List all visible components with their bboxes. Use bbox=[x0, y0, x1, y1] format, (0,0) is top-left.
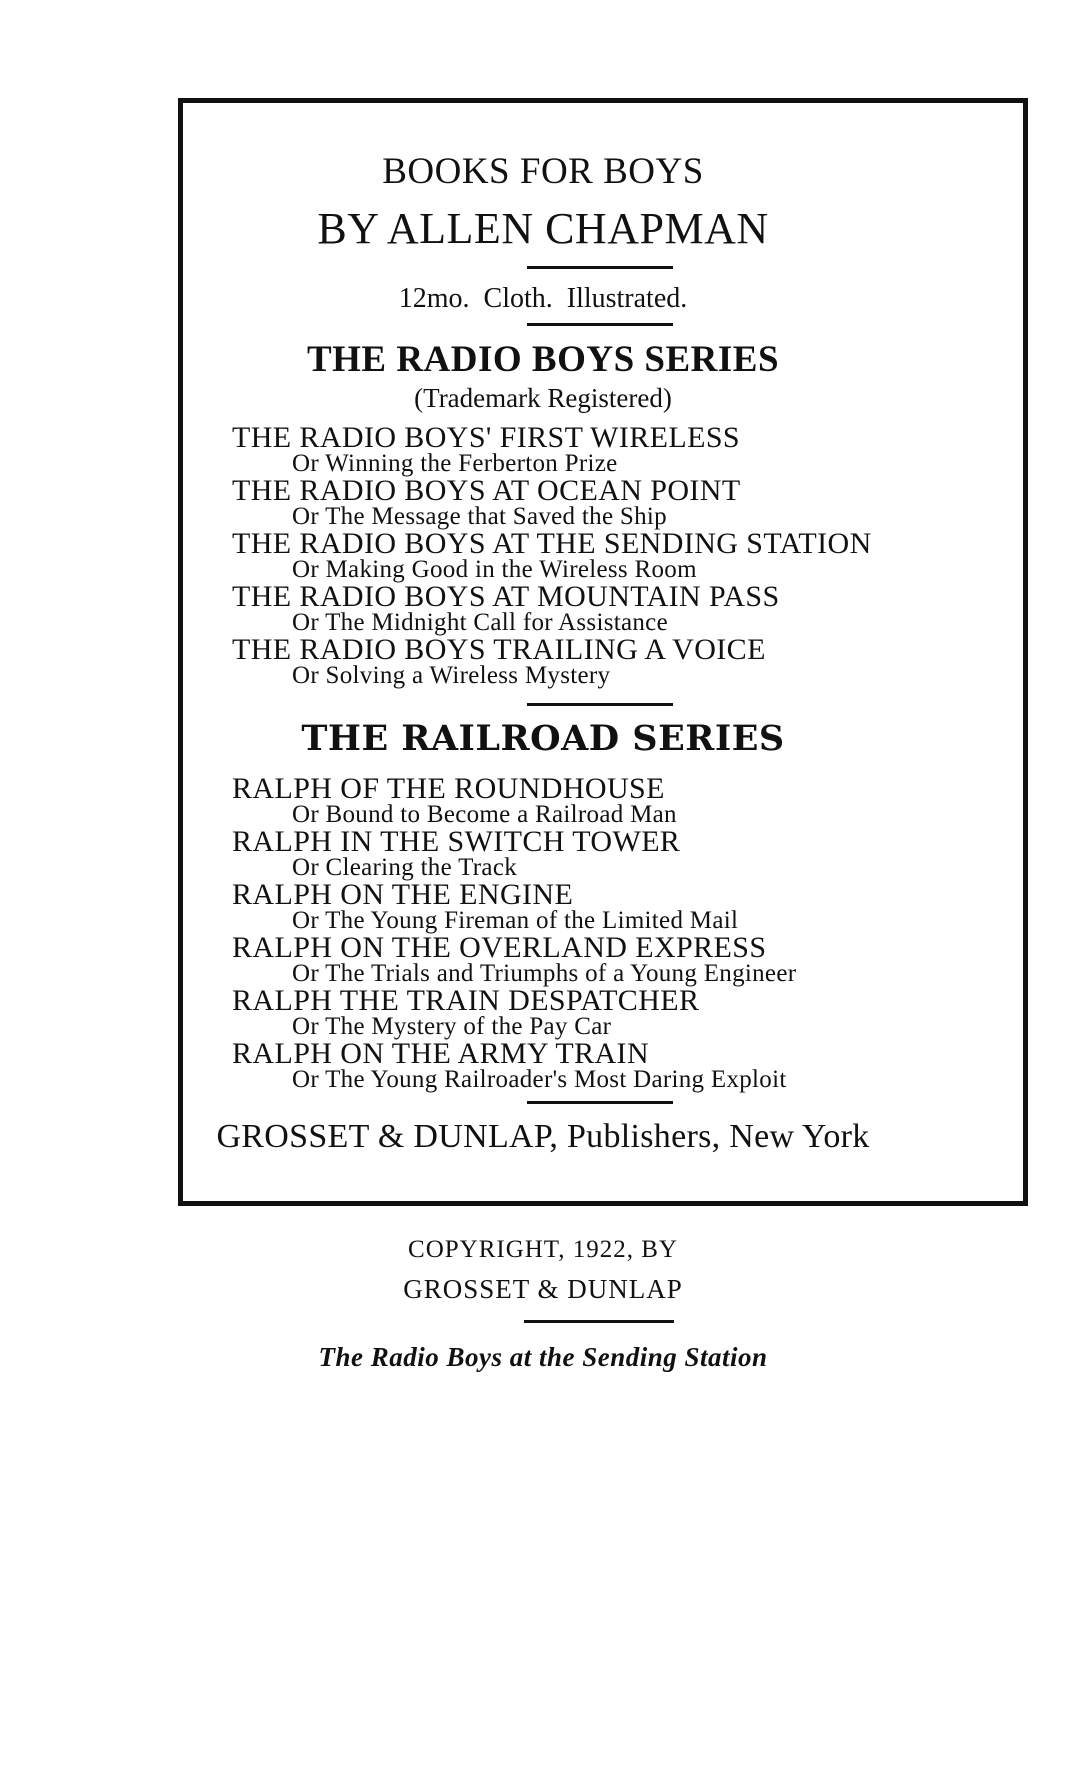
book-subtitle: Or Solving a Wireless Mystery bbox=[292, 662, 611, 689]
book-entry bbox=[232, 931, 1012, 987]
book-title: THE RADIO BOYS AT OCEAN POINT bbox=[232, 474, 741, 507]
book-entry bbox=[232, 878, 1012, 934]
copyright-holder: GROSSET & DUNLAP bbox=[403, 1274, 683, 1304]
book-title: RALPH ON THE ENGINE bbox=[232, 878, 574, 911]
book-entry bbox=[232, 772, 1012, 828]
divider bbox=[524, 1320, 674, 1323]
book-subtitle: Or The Message that Saved the Ship bbox=[292, 503, 667, 530]
book-subtitle: Or Clearing the Track bbox=[292, 854, 518, 881]
book-entry bbox=[232, 474, 1012, 530]
trademark-note: (Trademark Registered) bbox=[414, 383, 672, 413]
book-entry bbox=[232, 580, 1012, 636]
book-subtitle: Or The Mystery of the Pay Car bbox=[292, 1013, 612, 1040]
book-subtitle: Or Bound to Become a Railroad Man bbox=[292, 801, 677, 828]
book-title: RALPH ON THE ARMY TRAIN bbox=[232, 1037, 650, 1070]
book-entry bbox=[232, 633, 1012, 689]
books-for-boys-heading: BOOKS FOR BOYS bbox=[382, 151, 704, 192]
book-subtitle: Or The Midnight Call for Assistance bbox=[292, 609, 668, 636]
book-title: THE RADIO BOYS' FIRST WIRELESS bbox=[232, 421, 741, 454]
divider bbox=[527, 266, 673, 269]
book-entry bbox=[232, 1037, 1012, 1093]
format-line: 12mo. Cloth. Illustrated. bbox=[398, 283, 688, 314]
book-title: THE RADIO BOYS AT MOUNTAIN PASS bbox=[232, 580, 780, 613]
divider bbox=[527, 703, 673, 706]
book-subtitle: Or The Trials and Triumphs of a Young Engineer bbox=[292, 960, 797, 987]
current-book-title: The Radio Boys at the Sending Station bbox=[318, 1342, 768, 1372]
book-title: RALPH OF THE ROUNDHOUSE bbox=[232, 772, 665, 805]
divider bbox=[527, 1101, 673, 1104]
radio-series-title: THE RADIO BOYS SERIES bbox=[306, 339, 780, 380]
book-title: RALPH IN THE SWITCH TOWER bbox=[232, 825, 681, 858]
author-heading: BY ALLEN CHAPMAN bbox=[317, 204, 769, 253]
book-title: RALPH THE TRAIN DESPATCHER bbox=[232, 984, 700, 1017]
book-entry bbox=[232, 421, 1012, 477]
divider bbox=[527, 323, 673, 326]
copyright-line: COPYRIGHT, 1922, BY bbox=[408, 1236, 678, 1263]
book-entry bbox=[232, 825, 1012, 881]
book-subtitle: Or The Young Railroader's Most Daring Exploit bbox=[292, 1066, 787, 1093]
book-subtitle: Or Making Good in the Wireless Room bbox=[292, 556, 697, 583]
railroad-series-title: THE RAILROAD SERIES bbox=[301, 718, 785, 759]
book-subtitle: Or Winning the Ferberton Prize bbox=[292, 450, 618, 477]
book-title: RALPH ON THE OVERLAND EXPRESS bbox=[232, 931, 767, 964]
book-entry bbox=[232, 527, 1012, 583]
book-title: THE RADIO BOYS TRAILING A VOICE bbox=[232, 633, 766, 666]
book-entry bbox=[232, 984, 1012, 1040]
book-subtitle: Or The Young Fireman of the Limited Mail bbox=[292, 907, 739, 934]
publisher-line: GROSSET & DUNLAP, Publishers, New York bbox=[216, 1118, 870, 1155]
book-title: THE RADIO BOYS AT THE SENDING STATION bbox=[232, 527, 872, 560]
